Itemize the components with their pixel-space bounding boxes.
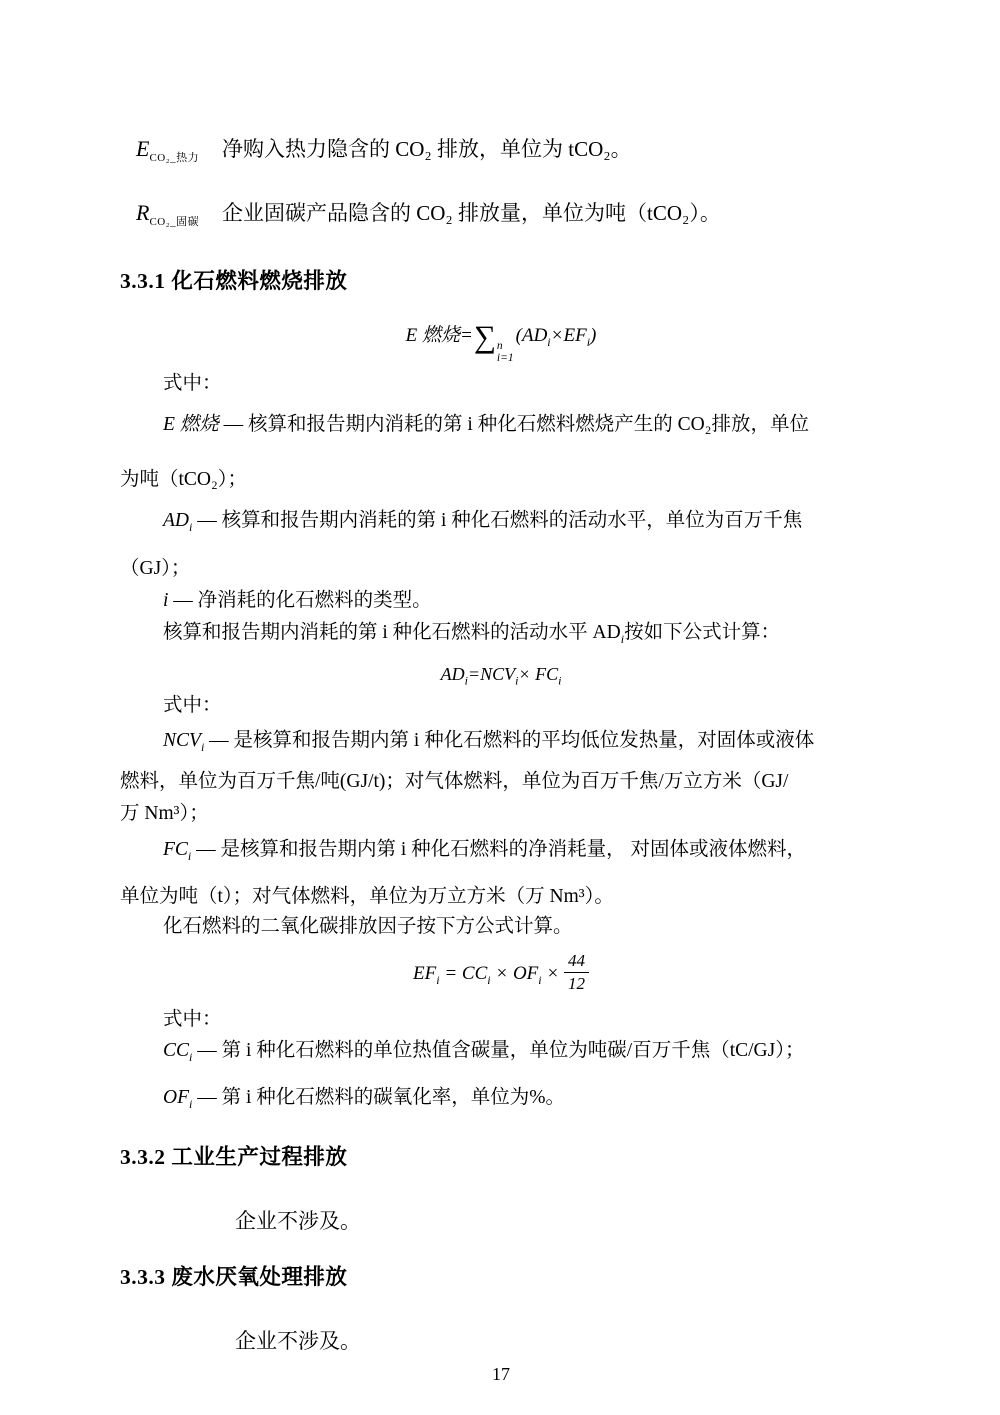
formula-term: =NCV <box>467 664 516 685</box>
term-subscript: i <box>547 335 551 350</box>
term-subscript: i <box>464 673 468 688</box>
term-symbol-subscript: i <box>189 1049 193 1064</box>
section-3-3-2-body: 企业不涉及。 <box>235 1208 361 1233</box>
definition-symbol <box>136 197 222 238</box>
sigma-symbol: ∑ <box>473 319 496 355</box>
term-definition: — 核算和报告期内消耗的第 i 种化石燃料燃烧产生的 CO₂排放，单位 <box>218 414 809 436</box>
paragraph-of <box>120 1084 882 1118</box>
inline-subscript: i <box>620 632 625 647</box>
symbol-subscript: CO₂_固碳 <box>149 216 200 229</box>
term-definition: — 核算和报告期内消耗的第 i 种化石燃料的活动水平，单位为百万千焦 <box>192 510 803 532</box>
term-subscript: i <box>586 335 591 350</box>
where-label: 式中： <box>163 373 222 395</box>
paragraph-ad-cont: （GJ）； <box>120 558 191 580</box>
paragraph-ncv <box>120 727 882 761</box>
term-symbol-subscript: i <box>189 520 193 535</box>
term-definition: — 第 i 种化石燃料的碳氧化率，单位为%。 <box>192 1086 566 1108</box>
formula-term: ×EF <box>550 325 587 347</box>
formula-term: × OF <box>490 962 539 984</box>
paragraph-e-combustion-cont: 为吨（tCO₂）； <box>120 469 248 491</box>
formula-fuel-combustion <box>120 314 882 365</box>
term-subscript: i <box>558 673 562 688</box>
section-heading-3-3-1: 3.3.1 化石燃料燃烧排放 <box>120 269 348 294</box>
paragraph-ad <box>120 507 882 541</box>
term-definition: — 第 i 种化石燃料的单位热值含碳量，单位为吨碳/百万千焦（tC/GJ）； <box>192 1039 805 1061</box>
formula-term: = CC <box>439 962 488 984</box>
term-symbol: i <box>163 590 169 612</box>
paragraph-cc <box>120 1037 882 1071</box>
paragraph-ef-intro: 化石燃料的二氧化碳排放因子按下方公式计算。 <box>163 915 573 937</box>
term-symbol-subscript: i <box>189 1096 193 1111</box>
paragraph-fc-cont: 单位为吨（t）；对气体燃料，单位为万立方米（万 Nm³）。 <box>120 885 614 907</box>
text: 按如下公式计算： <box>624 622 781 644</box>
definition-row-heat-co2 <box>120 133 882 174</box>
fraction-numerator: 44 <box>564 951 589 973</box>
term-definition: — 净消耗的化石燃料的类型。 <box>168 590 432 612</box>
section-3-3-3-body: 企业不涉及。 <box>235 1328 361 1353</box>
term-symbol-subscript: i <box>187 848 192 863</box>
sigma-lower-limit: i=1 <box>496 352 514 365</box>
sigma-upper-limit: n <box>496 340 503 353</box>
formula-emission-factor <box>120 948 882 1000</box>
definition-description: 企业固碳产品隐含的 CO₂ 排放量，单位为吨（tCO₂）。 <box>222 201 721 226</box>
symbol-base: R <box>136 200 150 226</box>
fraction-denominator: 12 <box>567 974 585 994</box>
formula-activity-level <box>120 660 882 688</box>
paragraph-ncv-cont1: 燃料，单位为百万千焦/吨(GJ/t)；对气体燃料，单位为百万千焦/万立方米（GJ/ <box>120 771 789 793</box>
formula-lhs: E 燃烧= <box>405 325 473 347</box>
page-content <box>0 133 1000 1386</box>
term-subscript: i <box>487 972 491 987</box>
term-symbol: OF <box>163 1086 189 1108</box>
symbol-base: E <box>136 136 150 161</box>
term-symbol: E 燃烧 <box>163 414 219 436</box>
formula-term: (AD <box>515 325 548 347</box>
term-definition: — 是核算和报告期内第 i 种化石燃料的平均低位发热量，对固体或液体 <box>204 730 815 752</box>
term-subscript: i <box>515 673 519 688</box>
paragraph-i <box>120 587 882 614</box>
formula-term: EF <box>413 962 437 984</box>
paragraph-ncv-cont2: 万 Nm³）； <box>120 803 209 825</box>
term-symbol: FC <box>163 839 188 861</box>
term-definition: — 是核算和报告期内第 i 种化石燃料的净消耗量， 对固体或液体燃料， <box>191 839 807 861</box>
formula-term: AD <box>440 664 465 685</box>
paragraph-fc <box>120 836 882 870</box>
section-heading-3-3-2: 3.3.2 工业生产过程排放 <box>120 1144 348 1169</box>
term-subscript: i <box>538 972 542 987</box>
term-symbol: CC <box>163 1039 190 1061</box>
formula-term: × <box>541 962 564 984</box>
symbol-subscript: CO₂_热力 <box>149 152 200 165</box>
paragraph-activity-calc <box>120 619 882 653</box>
term-symbol: NCV <box>163 730 201 752</box>
term-symbol: AD <box>163 510 189 532</box>
definition-description: 净购入热力隐含的 CO₂ 排放，单位为 tCO₂。 <box>222 137 632 161</box>
fraction-44-12 <box>564 951 589 995</box>
where-label: 式中： <box>163 1008 222 1030</box>
term-symbol-subscript: i <box>200 740 205 755</box>
formula-term: ) <box>590 325 597 347</box>
text: 核算和报告期内消耗的第 i 种化石燃料的活动水平 AD <box>163 622 621 644</box>
definition-row-carbon-product-co2 <box>120 197 882 238</box>
sigma-limits <box>497 340 514 364</box>
page-number: 17 <box>492 1363 510 1384</box>
section-heading-3-3-3: 3.3.3 废水厌氧处理排放 <box>120 1264 348 1289</box>
term-subscript: i <box>436 972 440 987</box>
where-label: 式中： <box>163 695 222 717</box>
paragraph-e-combustion <box>120 411 882 438</box>
definition-symbol <box>136 133 222 174</box>
formula-term: × FC <box>518 664 559 685</box>
